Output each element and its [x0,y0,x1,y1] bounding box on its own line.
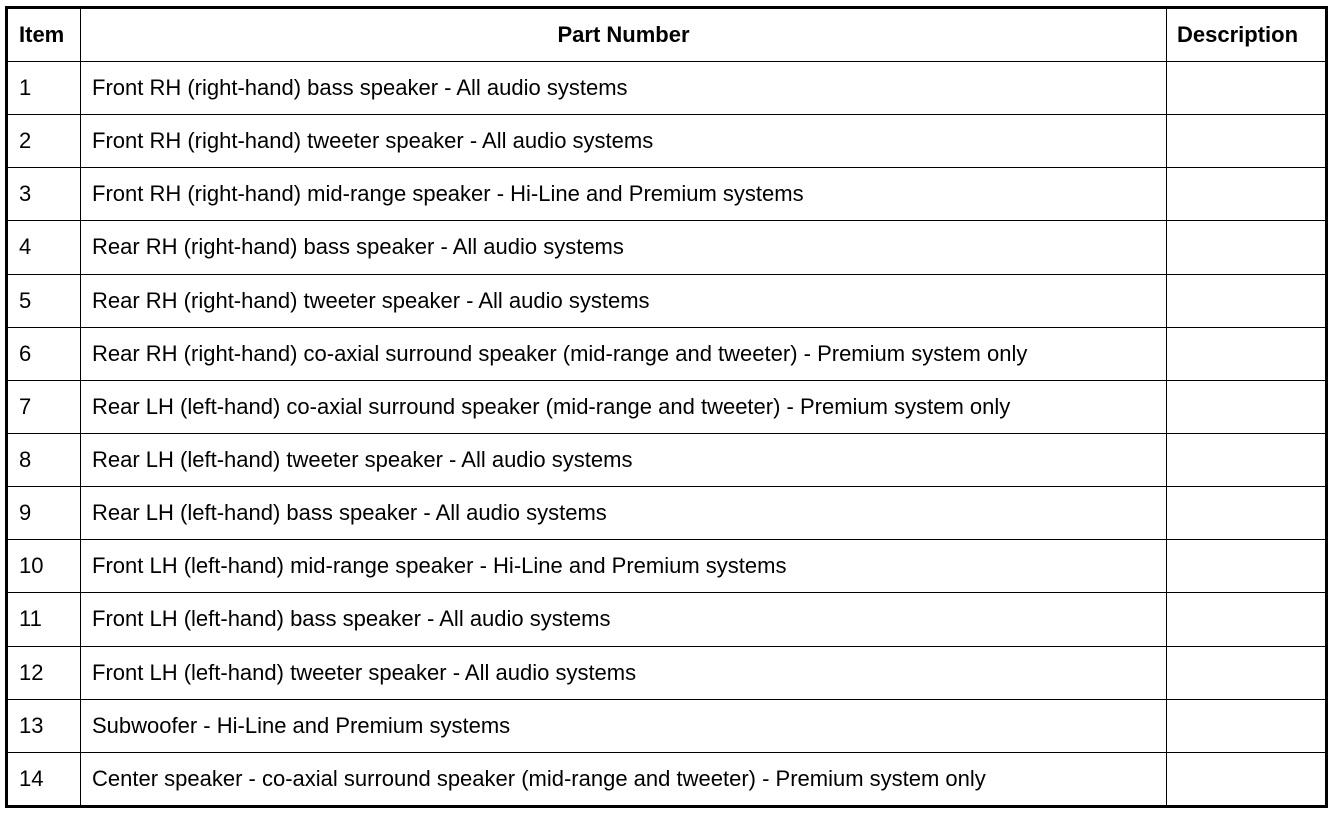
table-row [7,168,1327,221]
header-part-number: Part Number [81,8,1167,62]
cell-description [1167,380,1327,433]
cell-part: Front LH (left-hand) bass speaker - All audio systems [81,593,1167,646]
cell-part: Front RH (right-hand) bass speaker - All audio systems [81,62,1167,115]
cell-part: Front LH (left-hand) mid-range speaker - Hi-Line and Premium systems [81,540,1167,593]
header-description: Description [1167,8,1327,62]
table-row [7,433,1327,486]
cell-item: 7 [7,380,81,433]
cell-part: Subwoofer - Hi-Line and Premium systems [81,699,1167,752]
cell-part: Rear LH (left-hand) co-axial surround speaker (mid-range and tweeter) - Premium system only [81,380,1167,433]
cell-description [1167,115,1327,168]
table-row [7,115,1327,168]
cell-part: Rear RH (right-hand) tweeter speaker - All audio systems [81,274,1167,327]
table-row [7,699,1327,752]
cell-part: Front RH (right-hand) tweeter speaker - All audio systems [81,115,1167,168]
cell-part: Rear RH (right-hand) bass speaker - All audio systems [81,221,1167,274]
table-row [7,380,1327,433]
table-row [7,752,1327,806]
cell-part: Rear LH (left-hand) tweeter speaker - All audio systems [81,433,1167,486]
table-row [7,487,1327,540]
cell-description [1167,540,1327,593]
table-row [7,540,1327,593]
cell-item: 1 [7,62,81,115]
cell-description [1167,646,1327,699]
cell-description [1167,433,1327,486]
table-row [7,327,1327,380]
cell-item: 14 [7,752,81,806]
cell-description [1167,62,1327,115]
cell-item: 10 [7,540,81,593]
cell-item: 5 [7,274,81,327]
table-body [7,62,1327,807]
cell-part: Center speaker - co-axial surround speaker (mid-range and tweeter) - Premium system only [81,752,1167,806]
cell-item: 9 [7,487,81,540]
table-row [7,62,1327,115]
cell-description [1167,487,1327,540]
cell-description [1167,221,1327,274]
cell-description [1167,274,1327,327]
cell-item: 3 [7,168,81,221]
cell-description [1167,699,1327,752]
table-row [7,274,1327,327]
cell-item: 8 [7,433,81,486]
cell-description [1167,168,1327,221]
cell-item: 6 [7,327,81,380]
cell-part: Front RH (right-hand) mid-range speaker - Hi-Line and Premium systems [81,168,1167,221]
cell-part: Front LH (left-hand) tweeter speaker - All audio systems [81,646,1167,699]
cell-item: 11 [7,593,81,646]
table-row [7,593,1327,646]
header-row [7,8,1327,62]
parts-table [5,6,1328,808]
header-item: Item [7,8,81,62]
table-row [7,646,1327,699]
cell-item: 12 [7,646,81,699]
cell-item: 13 [7,699,81,752]
cell-item: 2 [7,115,81,168]
table-row [7,221,1327,274]
cell-item: 4 [7,221,81,274]
cell-part: Rear LH (left-hand) bass speaker - All audio systems [81,487,1167,540]
cell-description [1167,752,1327,806]
cell-description [1167,327,1327,380]
table-header [7,8,1327,62]
cell-part: Rear RH (right-hand) co-axial surround speaker (mid-range and tweeter) - Premium system only [81,327,1167,380]
cell-description [1167,593,1327,646]
